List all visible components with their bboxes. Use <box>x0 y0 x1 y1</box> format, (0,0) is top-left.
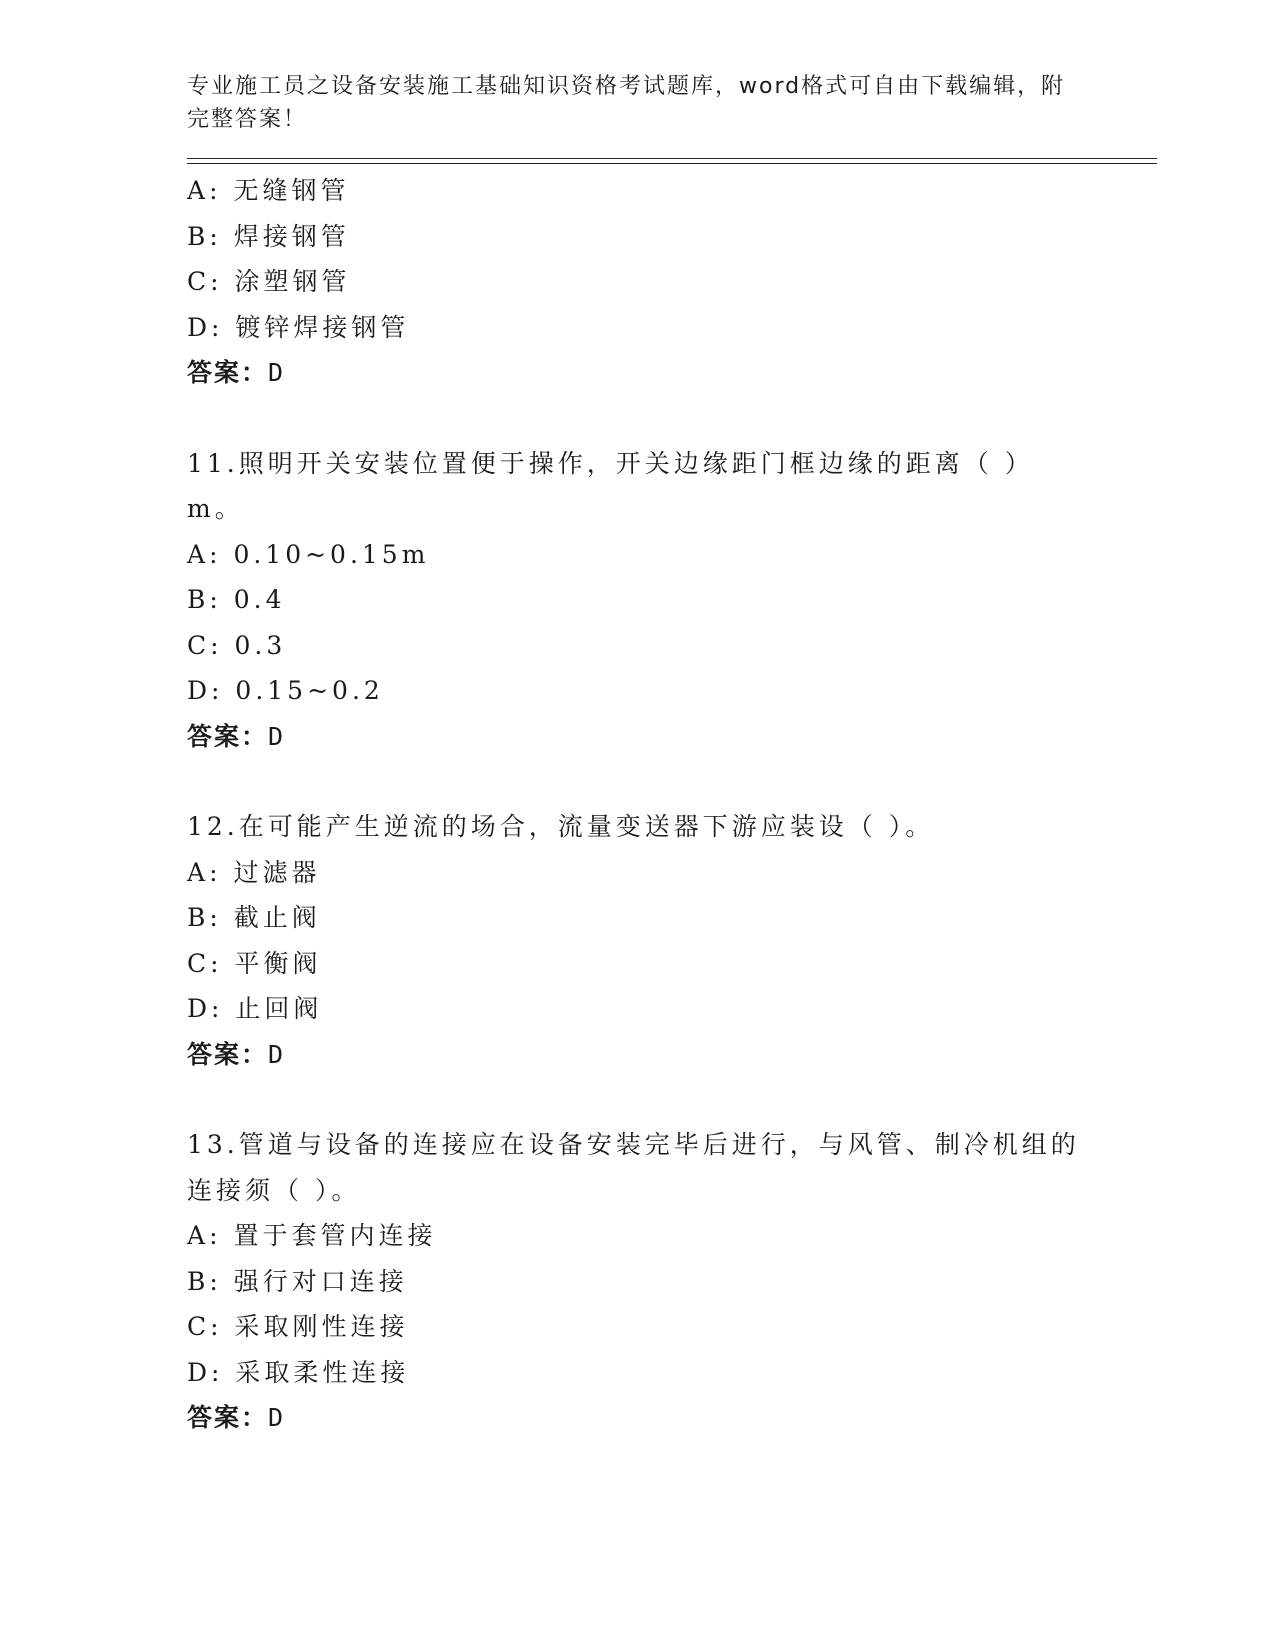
option-d: D: 镀锌焊接钢管 <box>187 312 410 342</box>
question-stem: 12.在可能产生逆流的场合，流量变送器下游应装设（ ）。 <box>187 812 935 841</box>
document-header: 专业施工员之设备安装施工基础知识资格考试题库，word格式可自由下载编辑，附完整答案！ <box>187 74 1066 132</box>
question-stem: 13.管道与设备的连接应在设备安装完毕后进行，与风管、制冷机组的连接须（ ）。 <box>187 1130 1080 1205</box>
option-a: A: 0.10~0.15m <box>187 539 430 569</box>
question-10-continued <box>187 168 1157 396</box>
answer-line: 答案：D <box>187 358 286 387</box>
option-c: C: 0.3 <box>187 630 287 660</box>
answer-line: 答案：D <box>187 1039 286 1069</box>
option-d: D: 止回阀 <box>187 994 323 1023</box>
option-a: A: 置于套管内连接 <box>187 1221 437 1250</box>
option-d: D: 采取柔性连接 <box>187 1357 410 1387</box>
document-page <box>187 70 1157 1441</box>
option-d: D: 0.15~0.2 <box>187 676 384 705</box>
option-c: C: 涂塑钢管 <box>187 267 351 296</box>
option-b: B: 截止阀 <box>187 903 321 932</box>
question-stem: 11.照明开关安装位置便于操作，开关边缘距门框边缘的距离（ ）m。 <box>187 448 1034 523</box>
question-12 <box>187 804 1157 1077</box>
option-c: C: 平衡阀 <box>187 948 322 978</box>
question-13 <box>187 1122 1157 1441</box>
option-a: A: 过滤器 <box>187 857 321 887</box>
header-divider <box>187 158 1157 164</box>
answer-line: 答案：D <box>187 1403 286 1432</box>
option-c: C: 采取刚性连接 <box>187 1312 409 1341</box>
option-b: B: 焊接钢管 <box>187 221 350 251</box>
option-b: B: 0.4 <box>187 585 286 614</box>
question-list <box>187 168 1157 1441</box>
option-b: B: 强行对口连接 <box>187 1266 408 1296</box>
answer-line: 答案：D <box>187 721 286 751</box>
option-a: A: 无缝钢管 <box>187 176 350 205</box>
question-11 <box>187 441 1157 760</box>
